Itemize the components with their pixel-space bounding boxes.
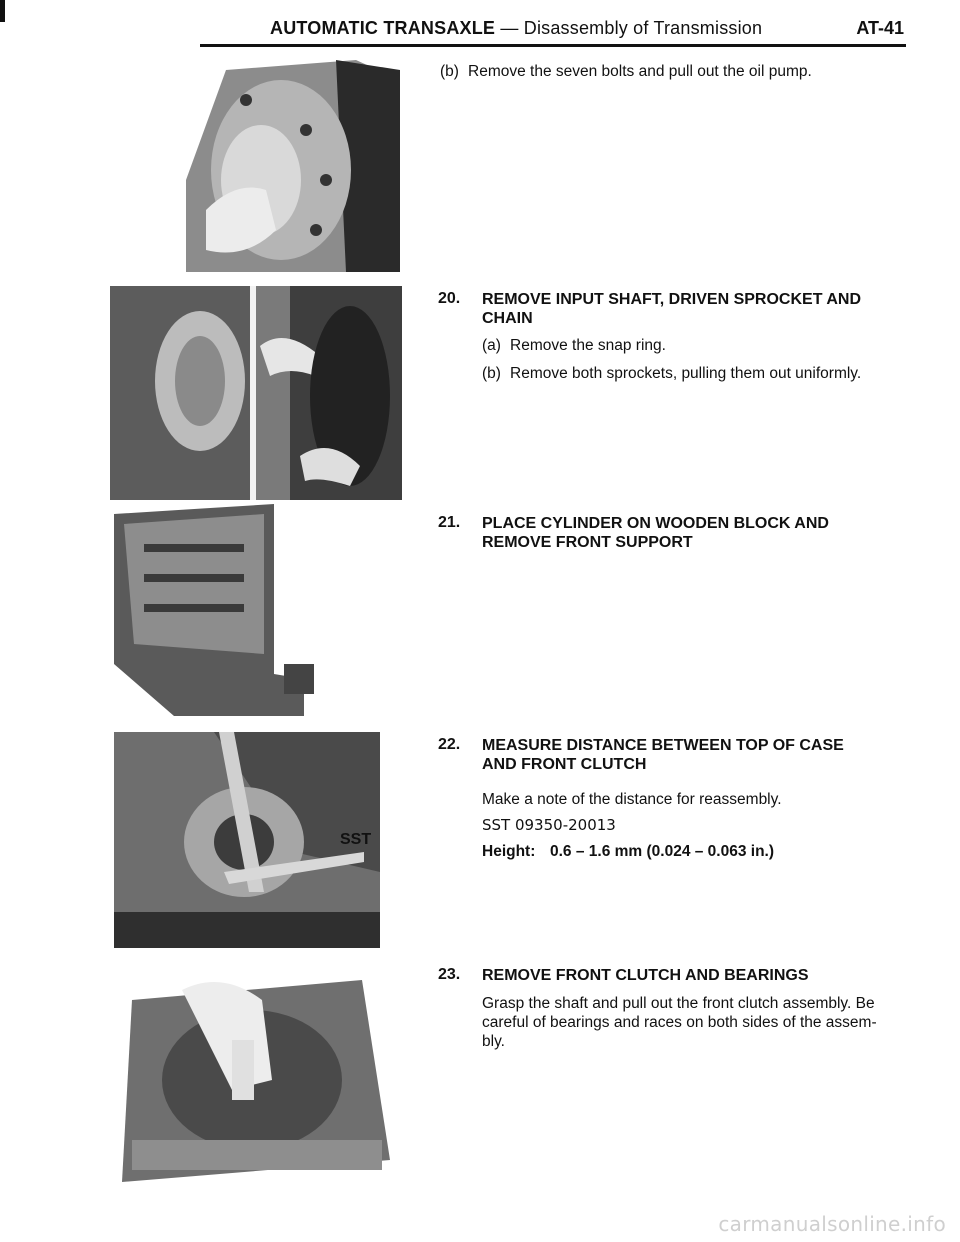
step-22-note: Make a note of the distance for reassembly.	[482, 791, 782, 808]
step-20b-tag: (b)	[482, 365, 501, 382]
step-19b-text: Remove the seven bolts and pull out the oil pump.	[468, 63, 812, 80]
step-22-title-line-2: AND FRONT CLUTCH	[482, 756, 647, 773]
step-22	[438, 736, 908, 780]
step-21-title-line-2: REMOVE FRONT SUPPORT	[482, 534, 693, 551]
page-corner-mark	[0, 0, 5, 22]
front-support-illustration	[114, 504, 314, 716]
header-section: AUTOMATIC TRANSAXLE	[270, 18, 496, 38]
step-22-title	[482, 736, 902, 774]
step-23-body-line-3: bly.	[482, 1033, 505, 1050]
page-header	[200, 16, 906, 47]
step-23-body-line-2: careful of bearings and races on both sides of the assem-	[482, 1014, 877, 1031]
header-title	[270, 18, 762, 39]
step-23-number: 23.	[438, 966, 461, 983]
step-21	[438, 514, 908, 558]
step-20a-text: Remove the snap ring.	[510, 337, 666, 354]
step-23-title	[482, 966, 902, 985]
page-number: AT-41	[856, 18, 904, 38]
step-22-spec-value: 0.6 – 1.6 mm (0.024 – 0.063 in.)	[550, 843, 775, 860]
step-20-title	[482, 290, 902, 328]
step-19b	[440, 62, 910, 81]
front-clutch-illustration	[112, 960, 390, 1182]
step-20b-text: Remove both sprockets, pulling them out uniformly.	[510, 365, 862, 382]
sprocket-illustration	[110, 286, 402, 500]
step-23-body	[482, 994, 912, 1051]
step-22-title-line-1: MEASURE DISTANCE BETWEEN TOP OF CASE	[482, 737, 844, 754]
step-20-title-line-1: REMOVE INPUT SHAFT, DRIVEN SPROCKET AND	[482, 291, 861, 308]
photo-measure-distance	[114, 732, 380, 948]
step-20b	[482, 364, 912, 383]
step-20a-tag: (a)	[482, 337, 501, 354]
watermark: carmanualsonline.info	[718, 1212, 946, 1236]
step-23-title-line-1: REMOVE FRONT CLUTCH AND BEARINGS	[482, 967, 809, 984]
photo-front-support	[114, 504, 314, 716]
step-19b-tag: (b)	[440, 63, 459, 80]
step-23-body-line-1: Grasp the shaft and pull out the front clutch assembly. Be	[482, 995, 875, 1012]
step-22-sst: SST 09350-20013	[482, 816, 616, 834]
step-23	[438, 966, 908, 988]
photo-oil-pump	[186, 60, 400, 272]
sst-label: SST	[340, 831, 372, 848]
step-20-title-line-2: CHAIN	[482, 310, 533, 327]
measure-illustration	[114, 732, 380, 948]
step-22-number: 22.	[438, 736, 461, 753]
step-22-spec-label: Height:	[482, 843, 536, 860]
oil-pump-illustration	[186, 60, 400, 272]
header-dash: —	[495, 18, 524, 38]
photo-sprockets	[110, 286, 402, 500]
step-22-spec	[482, 842, 912, 861]
photo-front-clutch	[112, 960, 390, 1182]
step-21-title-line-1: PLACE CYLINDER ON WOODEN BLOCK AND	[482, 515, 829, 532]
header-subtitle: Disassembly of Transmission	[523, 18, 763, 38]
step-20a	[482, 336, 912, 355]
step-21-number: 21.	[438, 514, 461, 531]
step-20-number: 20.	[438, 290, 461, 307]
step-21-title	[482, 514, 902, 552]
